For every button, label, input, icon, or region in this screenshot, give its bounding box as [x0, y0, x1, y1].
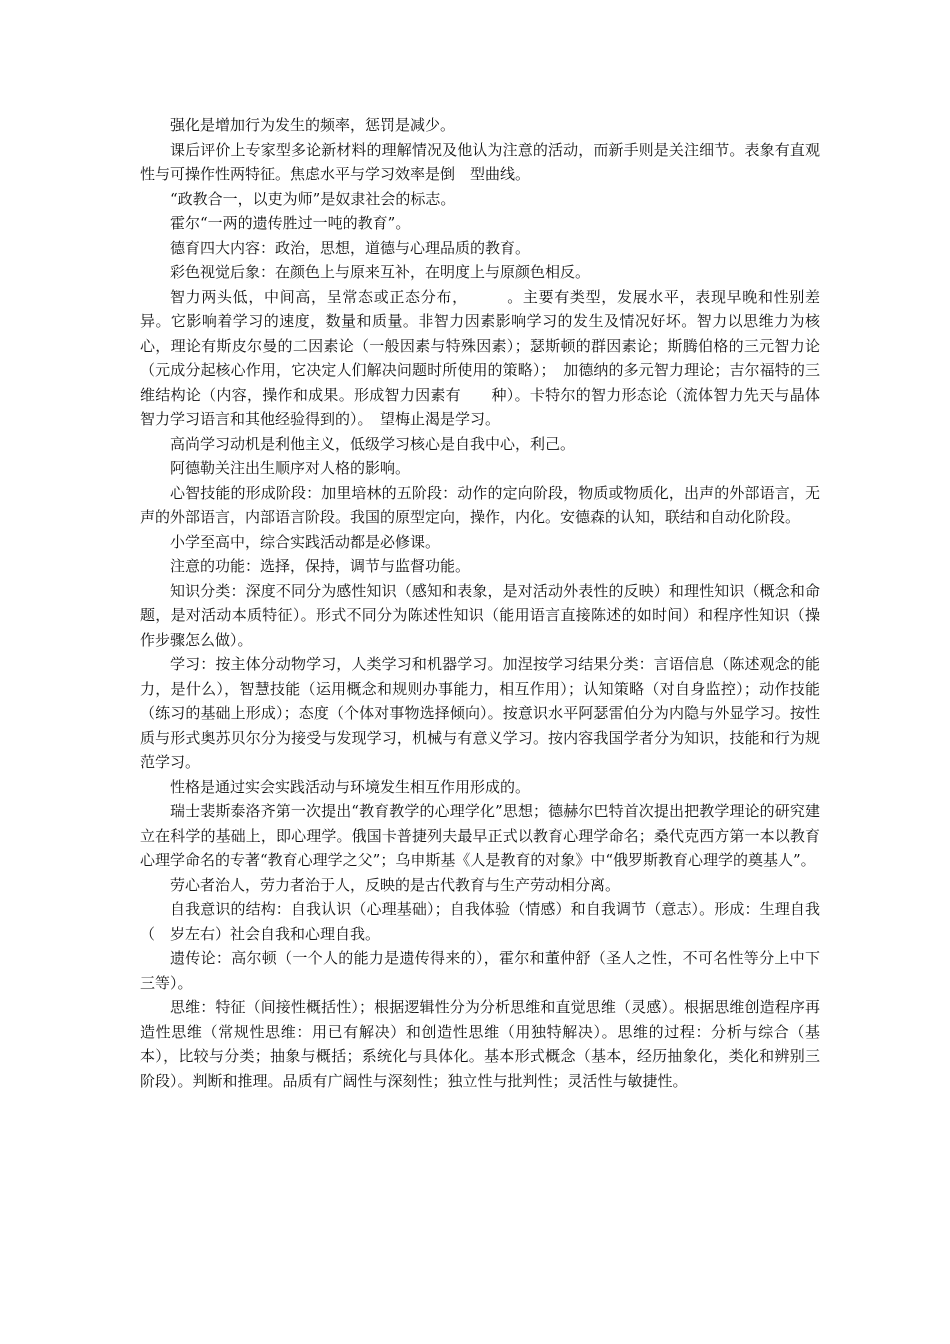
paragraph-hall-quote: 霍尔“一两的遗传胜过一吨的教育”。: [170, 214, 411, 232]
paragraph-slave-society: “政教合一，以吏为师”是奴隶社会的标志。: [170, 189, 456, 208]
paragraph-learning-types: 学习：按主体分动物学习，人类学习和机器学习。加涅按学习结果分类：言语信息（陈述观念的能力，是什么），智慧技能（运用概念和规则办事能力，相互作用）；认知策略（对自身监控）；动作技能（练习的基础上形成）；态度（个体对事物选择倾向）。按意识水平阿瑟雷伯分为内隐与外显学习。按性质与形式奥苏贝尔分为接受与发现学习，机械与有意义学习。按内容我国学者分为知识，技能和行为规范学习。: [140, 655, 820, 771]
paragraph-adler: 阿德勒关注出生顺序对人格的影响。: [170, 459, 411, 477]
paragraph-thinking: 思维：特征（间接性概括性）；根据逻辑性分为分析思维和直觉思维（灵感）。根据思维创造程序再造性思维（常规性思维：用已有解决）和创造性思维（用独特解决）。思维的过程：分析与综合（基本），比较与分类；抽象与概括；系统化与具体化。基本形式概念（基本，经历抽象化，类化和辨别三阶段）。判断和推理。品质有广阔性与深刻性；独立性与批判性；灵活性与敏捷性。: [140, 998, 820, 1090]
paragraph-expert-novice: 课后评价上专家型多论新材料的理解情况及他认为注意的活动，而新手则是关注细节。表象有直观性与可操作性两特征。焦虑水平与学习效率是倒 型曲线。: [140, 140, 820, 183]
paragraph-mental-labor: 劳心者治人，劳力者治于人，反映的是古代教育与生产劳动相分离。: [170, 875, 621, 894]
paragraph-reinforcement: 强化是增加行为发生的频率，惩罚是减少。: [170, 116, 456, 134]
paragraph-moral-education: 德育四大内容：政治，思想，道德与心理品质的教育。: [170, 238, 531, 257]
paragraph-mental-skills: 心智技能的形成阶段：加里培林的五阶段：动作的定向阶段，物质或物质化，出声的外部语言，无声的外部语言，内部语言阶段。我国的原型定向，操作，内化。安德森的认知，联结和自动化阶段。: [140, 483, 820, 526]
paragraph-history: 瑞士裴斯泰洛齐第一次提出“教育教学的心理学化”思想；德赫尔巴特首次提出把教学理论的研究建立在科学的基础上，即心理学。俄国卡普捷列夫最早正式以教育心理学命名；桑代克西方第一本以教育心理学命名的专著“教育心理学之父”；乌申斯基《人是教育的对象》中“俄罗斯教育心理学的奠基人”。: [140, 802, 820, 869]
paragraph-knowledge-types: 知识分类：深度不同分为感性知识（感知和表象，是对活动外表性的反映）和理性知识（概念和命题，是对活动本质特征）。形式不同分为陈述性知识（能用语言直接陈述的如时间）和程序性知识（操作步骤怎么做）。: [140, 581, 820, 649]
paragraph-heredity: 遗传论：高尔顿（一个人的能力是遗传得来的），霍尔和董仲舒（圣人之性，不可名性等分上中下三等）。: [140, 949, 820, 992]
paragraph-character: 性格是通过实会实践活动与环境发生相互作用形成的。: [170, 777, 531, 796]
document-page: [140, 113, 820, 1093]
paragraph-practice-activities: 小学至高中，综合实践活动都是必修课。: [170, 532, 441, 551]
paragraph-attention-functions: 注意的功能：选择，保持，调节与监督功能。: [170, 557, 471, 575]
paragraph-learning-motivation: 高尚学习动机是利他主义，低级学习核心是自我中心，利己。: [170, 434, 576, 453]
paragraph-intelligence: 智力两头低，中间高，呈常态或正态分布， 。主要有类型，发展水平，表现早晚和性别差异。它影响着学习的速度，数量和质量。非智力因素影响学习的发生及情况好坏。智力以思维力为核心，理论有斯皮尔曼的二因素论（一般因素与特殊因素）；瑟斯顿的群因素论；斯腾伯格的三元智力论（元成分起核心作用，它决定人们解决问题时所使用的策略）； 加德纳的多元智力理论；吉尔福特的三维结构论（内容，操作和成果。形成智力因素有 种）。卡特尔的智力形态论（流体智力先天与晶体智力学习语言和其他经验得到的）。 望梅止渴是学习。: [140, 287, 820, 428]
paragraph-afterimage: 彩色视觉后象：在颜色上与原来互补，在明度上与原颜色相反。: [170, 263, 591, 281]
paragraph-self-awareness: 自我意识的结构：自我认识（心理基础）；自我体验（情感）和自我调节（意志）。形成：生理自我（ 岁左右）社会自我和心理自我。: [140, 900, 820, 943]
